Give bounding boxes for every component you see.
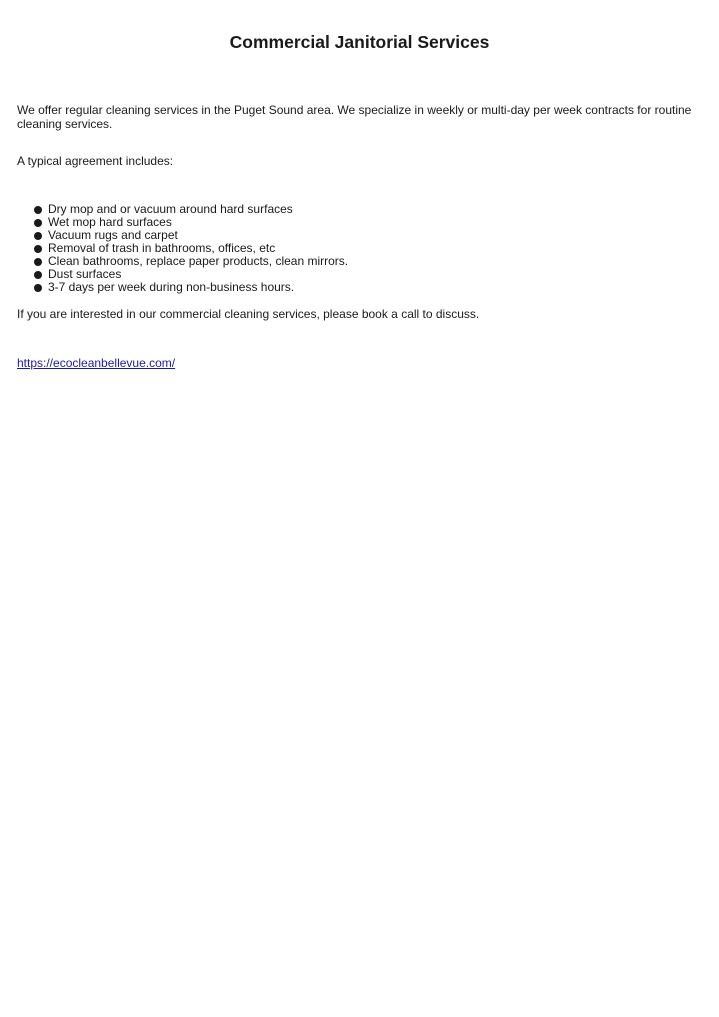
- agreement-heading: A typical agreement includes:: [17, 154, 174, 168]
- bullet-icon: [34, 258, 42, 266]
- bullet-icon: [34, 284, 42, 292]
- page-title: Commercial Janitorial Services: [229, 32, 490, 52]
- bullet-icon: [34, 206, 42, 214]
- list-item-text: Vacuum rugs and carpet: [48, 228, 178, 242]
- list-item-text: Removal of trash in bathrooms, offices, etc: [48, 241, 276, 255]
- list-item-text: Dry mop and or vacuum around hard surfaces: [48, 202, 293, 216]
- list-item-text: 3-7 days per week during non-business hours.: [48, 280, 295, 294]
- bullet-icon: [34, 245, 42, 253]
- services-list: [34, 203, 348, 294]
- closing-paragraph: If you are interested in our commercial cleaning services, please book a call to discuss.: [17, 307, 480, 321]
- list-item: [34, 281, 348, 294]
- list-item-text: Clean bathrooms, replace paper products, clean mirrors.: [48, 254, 349, 268]
- bullet-icon: [34, 219, 42, 227]
- list-item-text: Wet mop hard surfaces: [48, 215, 172, 229]
- bullet-icon: [34, 271, 42, 279]
- list-item-text: Dust surfaces: [48, 267, 122, 281]
- website-link[interactable]: https://ecocleanbellevue.com/: [17, 356, 176, 370]
- intro-paragraph: We offer regular cleaning services in the Puget Sound area. We specialize in weekly or multi-day per week contracts for routine cleaning services.: [17, 103, 692, 131]
- bullet-icon: [34, 232, 42, 240]
